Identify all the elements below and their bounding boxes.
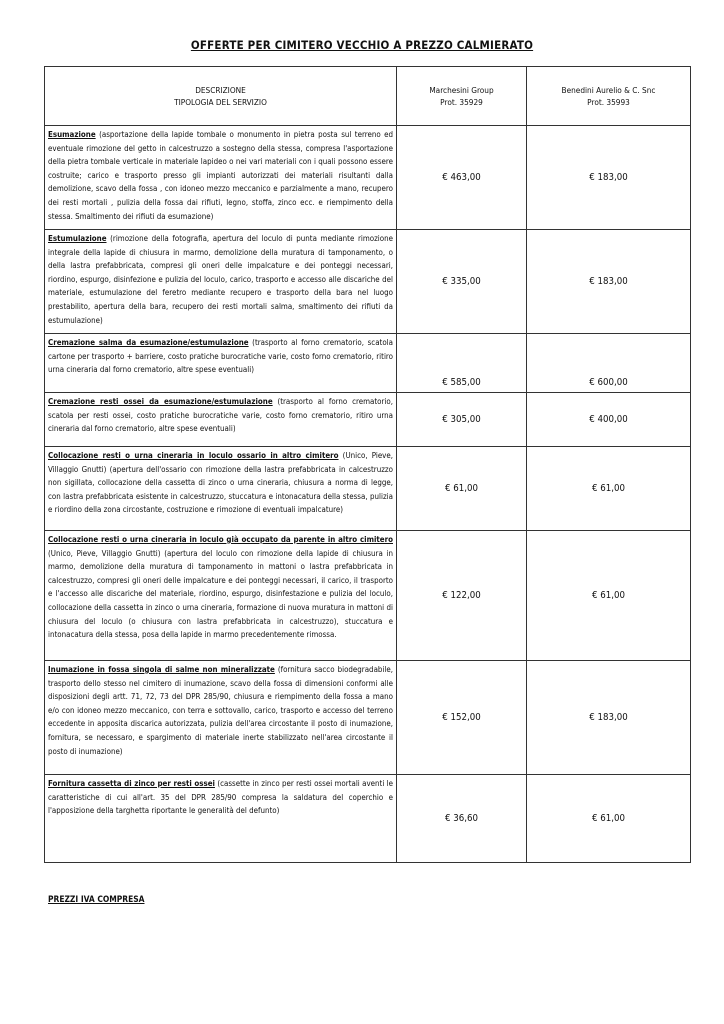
service-name: Collocazione resti o urna cineraria in loculo già occupato da parente in altro cimitero bbox=[48, 535, 393, 544]
service-name: Fornitura cassetta di zinco per resti ossei bbox=[48, 779, 215, 788]
service-name: Cremazione salma da esumazione/estumulazione bbox=[48, 338, 249, 347]
header-offer-2-company: Benedini Aurelio & C. Snc bbox=[561, 85, 656, 95]
service-details: (trasporto al forno crematorio, scatola per resti ossei, costo pratiche burocratiche varie, costo forno crematorio, ritiro urna cineraria dal forno crematorio, altre spese eventuali) bbox=[48, 397, 393, 434]
service-description bbox=[45, 230, 397, 334]
price-offer-1: € 61,00 bbox=[397, 447, 527, 531]
page-title: OFFERTE PER CIMITERO VECCHIO A PREZZO CALMIERATO bbox=[190, 38, 534, 52]
service-description bbox=[45, 531, 397, 661]
price-offer-1: € 335,00 bbox=[397, 230, 527, 334]
table-row bbox=[45, 393, 691, 447]
price-offer-1: € 305,00 bbox=[397, 393, 527, 447]
service-description bbox=[45, 661, 397, 775]
header-offer-1 bbox=[397, 67, 527, 126]
service-details: (rimozione della fotografia, apertura del loculo di punta mediante rimozione integrale della lapide di chiusura in marmo, demolizione della muratura di tamponamento, o della lastra prefabbricata, compresi gli oneri delle impalcature e dei ponteggi necessari, riordino, espurgo, disinfezione e pulizia del loculo, carico, trasporto e accesso alle discariche del materiale, estumulazione del feretro mediante recupero e trasporto della bara nel luogo prestabilito, apertura della bara, recupero dei resti mortali salma, smaltimento dei rifiuti da estumulazione) bbox=[48, 234, 393, 325]
service-description bbox=[45, 393, 397, 447]
price-offer-1: € 152,00 bbox=[397, 661, 527, 775]
service-details: (Unico, Pieve, Villaggio Gnutti) (apertura del loculo con rimozione della lapide di chiusura in marmo, demolizione della muratura di tamponamento in mattoni o lastra prefabbricata in calcestruzzo, compresi gli oneri delle impalcature e dei ponteggi necessari, il carico, il trasporto e l'accesso alle discariche del materiale, riordino, espurgo, disinfestazione e pulizia del loculo, collocazione della cassetta in zinco o urna cineraria, formazione di nuova muratura in mattoni di chiusura del loculo (o chiusura con lastra prefabbricata in calcestruzzo), stuccatura e intonacatura della stessa, posa della lapide in marmo precedentemente rimossa. bbox=[48, 548, 393, 640]
header-description bbox=[45, 67, 397, 126]
service-name: Cremazione resti ossei da esumazione/estumulazione bbox=[48, 397, 273, 406]
service-name: Esumazione bbox=[48, 130, 96, 139]
price-offer-2: € 400,00 bbox=[527, 393, 691, 447]
price-offer-1: € 585,00 bbox=[397, 334, 527, 393]
service-details: (asportazione della lapide tombale o monumento in pietra posta sul terreno ed eventuale rimozione del getto in calcestruzzo a sostegno della stessa, compresa l'asportazione della pietra tombale verticale in materiale lapideo o nei vari materiali con i quali possono essere costruite; carico e trasporto presso gli impianti autorizzati dei materiali risultanti dalla demolizione, scavo della fossa , con idoneo mezzo meccanico e parzialmente a mano, recupero dei resti mortali , pulizia della fossa dai rifiuti, legno, stoffa, zinco ecc. e riempimento della stessa. Smaltimento dei rifiuti da esumazione) bbox=[48, 130, 393, 221]
price-offer-1: € 36,60 bbox=[397, 775, 527, 863]
header-offer-1-company: Marchesini Group bbox=[429, 85, 494, 95]
service-details: (fornitura sacco biodegradabile, trasporto dello stesso nel cimitero di inumazione, scavo della fossa di dimensioni conformi alle disposizioni degli artt. 71, 72, 73 del DPR 285/90, chiusura e riempimento della fossa a mano e/o con idoneo mezzo meccanico, con terra e sottovallo, carico, trasporto e accesso del terreno eccedente in apposita discarica autorizzata, pulizia dell'area circostante il posto di inumazione, fornitura, se necessaro, e spargimento di materiale inerte stabilizzato nell'area circostante il posto di inumazione) bbox=[48, 665, 393, 756]
service-details: (trasporto al forno crematorio, scatola cartone per trasporto + barriere, costo pratiche burocratiche varie, costo forno crematorio, ritiro urna cineraria dal forno crematorio, altre spese eventuali) bbox=[48, 338, 393, 375]
service-details: (cassette in zinco per resti ossei mortali aventi le caratteristiche di cui all'art. 35 del DPR 285/90 compresa la saldatura del coperchio e l'apposizione della targhetta riportante le generalità del defunto) bbox=[48, 779, 393, 816]
price-offer-1: € 122,00 bbox=[397, 531, 527, 661]
table-row bbox=[45, 447, 691, 531]
price-offer-2: € 183,00 bbox=[527, 661, 691, 775]
table-row bbox=[45, 230, 691, 334]
header-description-line2: TIPOLOGIA DEL SERVIZIO bbox=[174, 97, 267, 107]
price-offer-2: € 61,00 bbox=[527, 447, 691, 531]
table-row bbox=[45, 334, 691, 393]
table-row bbox=[45, 531, 691, 661]
price-offer-2: € 183,00 bbox=[527, 230, 691, 334]
vat-note: PREZZI IVA COMPRESA bbox=[48, 894, 145, 904]
service-description bbox=[45, 775, 397, 863]
service-description bbox=[45, 126, 397, 230]
header-offer-2 bbox=[527, 67, 691, 126]
service-name: Estumulazione bbox=[48, 234, 107, 243]
service-name: Collocazione resti o urna cineraria in loculo ossario in altro cimitero bbox=[48, 451, 339, 460]
price-offer-2: € 600,00 bbox=[527, 334, 691, 393]
price-offer-2: € 61,00 bbox=[527, 775, 691, 863]
service-name: Inumazione in fossa singola di salme non mineralizzate bbox=[48, 665, 275, 674]
service-description bbox=[45, 334, 397, 393]
price-offer-1: € 463,00 bbox=[397, 126, 527, 230]
header-description-line1: DESCRIZIONE bbox=[195, 85, 246, 95]
table-header-row bbox=[45, 67, 691, 126]
table-row bbox=[45, 126, 691, 230]
service-description bbox=[45, 447, 397, 531]
service-details: (Unico, Pieve, Villaggio Gnutti) (apertura dell'ossario con rimozione della lastra prefabbricata in calcestruzzo non sigillata, collocazione della cassetta di zinco o urna cineraria, chiusura a norma di legge, con lastra prefabbricata esistente in calcestruzzo, stuccatura e intonacatura della stessa, pulizia e riordino della zona circostante, costruzione e rimozione di eventuali impalcature) bbox=[48, 451, 394, 515]
header-offer-1-protocol: Prot. 35929 bbox=[440, 97, 483, 107]
offers-table bbox=[44, 66, 691, 863]
price-offer-2: € 61,00 bbox=[527, 531, 691, 661]
table-row bbox=[45, 661, 691, 775]
price-offer-2: € 183,00 bbox=[527, 126, 691, 230]
table-row bbox=[45, 775, 691, 863]
header-offer-2-protocol: Prot. 35993 bbox=[587, 97, 630, 107]
